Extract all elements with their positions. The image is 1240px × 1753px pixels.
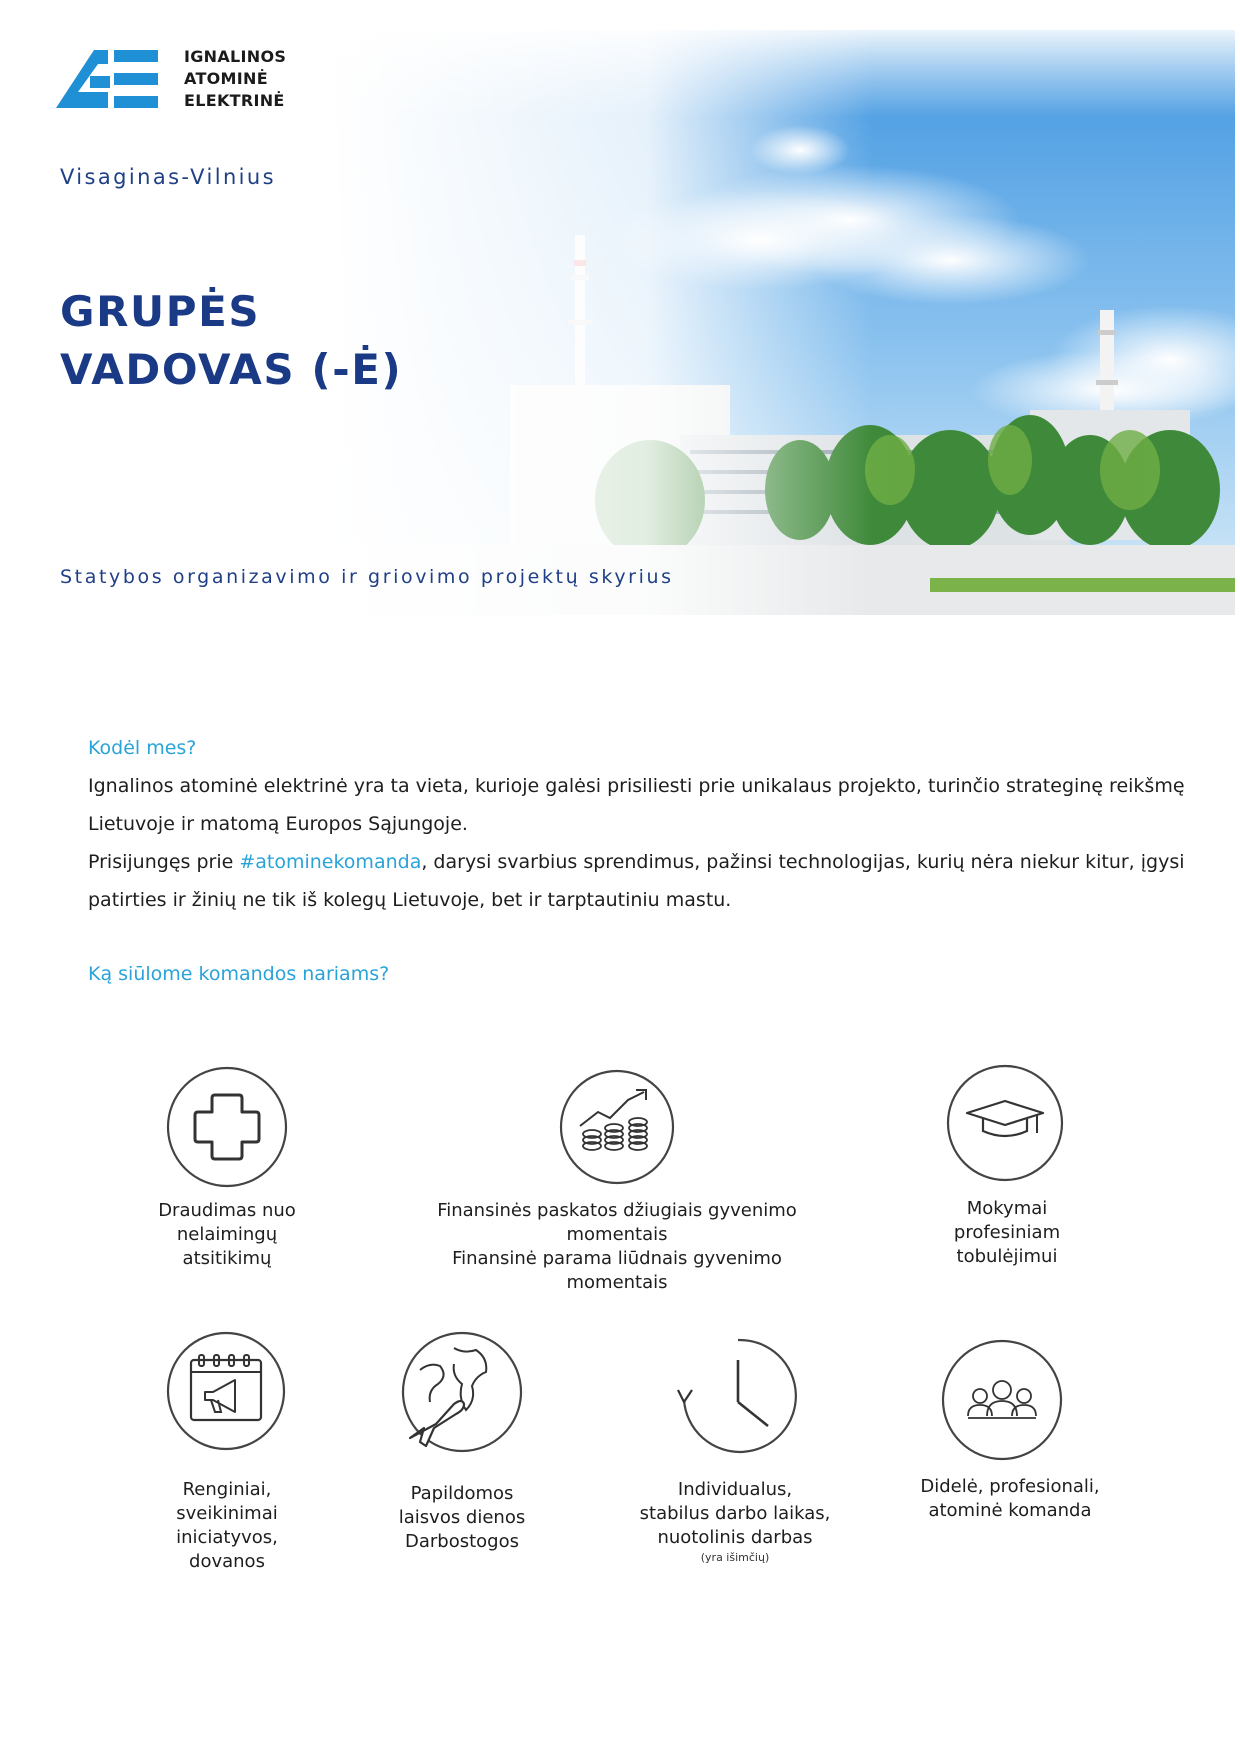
benefit-training: Mokymai profesiniam tobulėjimui (953, 1198, 1061, 1267)
logo-wordmark: IGNALINOS ATOMINĖ ELEKTRINĖ (184, 47, 287, 110)
benefit-team: Didelė, profesionali, atominė komanda (920, 1476, 1100, 1521)
team-icon (940, 1338, 1064, 1462)
hashtag-link[interactable]: #atominekomanda (239, 851, 422, 873)
medical-cross-icon (165, 1065, 289, 1189)
benefit-days-off: Papildomos laisvos dienos Darbostogos (398, 1483, 526, 1552)
why-us-section (88, 729, 1198, 919)
department-name: Statybos organizavimo ir griovimo projektų skyrius (60, 566, 674, 588)
coins-growth-icon (558, 1068, 676, 1186)
benefit-events: Renginiai, sveikinimai iniciatyvos, dovanos (176, 1479, 278, 1572)
why-us-heading: Kodėl mes? (88, 737, 197, 759)
benefit-work-time: Individualus, stabilus darbo laikas, nuotolinis darbas (yra išimčių) (620, 1478, 850, 1566)
company-logo (56, 44, 316, 116)
hero-header (0, 0, 1240, 620)
offer-section (88, 955, 1198, 993)
why-us-paragraph-1: Ignalinos atominė elektrinė yra ta vieta, kurioje galėsi prisiliesti prie unikalaus projekto, turinčio strateginę reikšmę Lietuvoje ir matomą Europos Sąjungoje. (88, 775, 1185, 835)
job-location: Visaginas-Vilnius (60, 165, 276, 189)
benefit-insurance: Draudimas nuo nelaimingų atsitikimų (158, 1200, 296, 1269)
offer-heading: Ką siūlome komandos nariams? (88, 963, 390, 985)
benefit-financial: Finansinės paskatos džiugiais gyvenimo momentais Finansinė parama liūdnais gyvenimo momentais (437, 1200, 797, 1293)
globe-plane-icon (400, 1330, 524, 1454)
logo-mark-icon (56, 46, 166, 112)
graduation-cap-icon (945, 1063, 1065, 1183)
job-title: GRUPĖS VADOVAS (-Ė) (60, 287, 403, 394)
power-plant-photo (330, 30, 1235, 615)
why-us-paragraph-2: Prisijungęs prie #atominekomanda, darysi svarbius sprendimus, pažinsi technologijas, kurių nėra niekur kitur, įgysi patirties ir žinių ne tik iš kolegų Lietuvoje, bet ir tarptautiniu mastu. (88, 851, 1185, 911)
benefit-note: (yra išimčių) (700, 1551, 770, 1564)
calendar-megaphone-icon (165, 1330, 287, 1452)
clock-icon (668, 1330, 800, 1462)
